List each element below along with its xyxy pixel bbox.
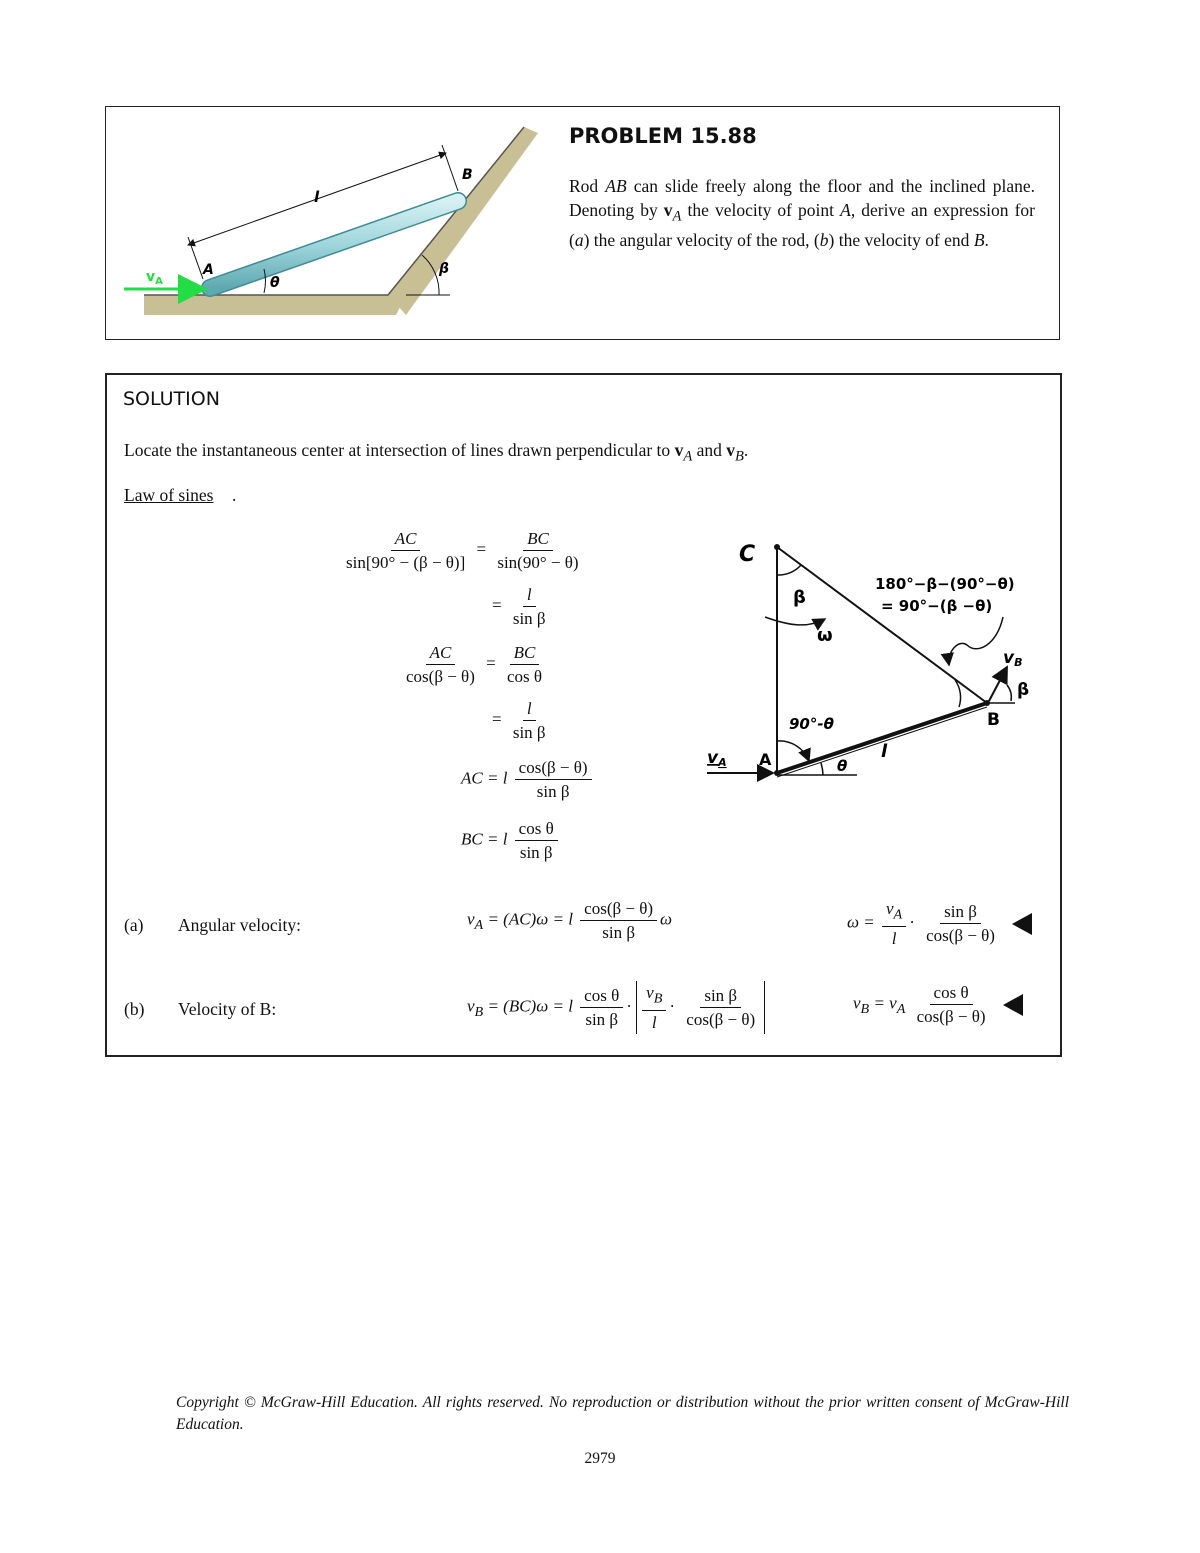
part-a-title: Angular velocity: <box>178 915 301 935</box>
figure-label-va: $v_A$ <box>146 269 163 287</box>
solution-intro: Locate the instantaneous center at intersection of lines drawn perpendicular to $v_A$ and $v_B$. <box>124 440 749 465</box>
sketch-angle-note-2: = 90°−(β −θ) <box>881 597 993 615</box>
sketch-label-90-theta: 90°-θ <box>789 715 834 733</box>
part-b-equation: $v_B = (BC)\omega = l$ $\frac{\text{cos θ}}{\text{sin β}}$ · $\frac{v_B}{l}$ · $\frac{\text{sin β}}{\cos(\beta - \theta)}$ <box>467 981 765 1034</box>
sketch-angle-note-1: 180°−β−(90°−θ) <box>875 575 1015 593</box>
figure-label-beta: β <box>439 261 450 277</box>
sketch-label-va: vA <box>707 748 727 769</box>
law-of-sines-heading: Law of sines <box>124 485 214 505</box>
figure-label-theta: θ <box>270 275 280 291</box>
sketch-label-theta: θ <box>837 757 848 775</box>
figure-label-a: A <box>203 262 214 278</box>
part-a-result: ω = $\frac{v_A}{l}$ · $\frac{\text{sin β}}{\cos(\beta - \theta)}$ <box>847 897 1032 950</box>
sketch-label-a: A <box>759 750 772 769</box>
law-end: . <box>232 485 237 505</box>
figure-label-l: l <box>314 188 320 206</box>
sketch-label-c: C <box>739 542 756 567</box>
sketch-label-l: l <box>881 741 888 762</box>
floor <box>144 295 406 315</box>
solution-title: SOLUTION <box>123 388 220 410</box>
problem-statement: Rod AB can slide freely along the floor and the inclined plane. Denoting by $v_A$ the velocity of point A, derive an expression for (a) the angular velocity of the rod, (b) the velocity of end B. <box>569 176 1035 250</box>
part-b-result: $v_B = v_A$ $\frac{\text{cos θ}}{\cos(\beta - \theta)}$ <box>853 981 1023 1028</box>
part-a-equation: $v_A = (AC)\omega = l$ $\frac{\cos(\beta - \theta)}{\text{sin β}}$ ω <box>467 899 673 942</box>
answer-marker-b <box>1003 994 1023 1016</box>
answer-marker-a <box>1012 913 1032 935</box>
problem-box <box>105 106 1060 340</box>
sketch-rod <box>777 703 987 773</box>
equation-3: $\frac{AC}{\cos(\beta - \theta)}$ = $\frac{BC}{\text{cos θ}}$ <box>406 643 543 686</box>
sketch-label-beta-c: β <box>793 587 806 608</box>
equation-6: BC = l $\frac{\text{cos θ}}{\text{sin β}}$ <box>461 817 561 864</box>
solution-sketch <box>697 535 1057 795</box>
sketch-label-omega: ω <box>817 625 833 646</box>
equation-2: = $\frac{l}{\text{sin β}}$ <box>492 585 546 628</box>
figure-label-b: B <box>462 167 473 183</box>
copyright-notice: Copyright © McGraw-Hill Education. All rights reserved. No reproduction or distribution without the prior written consent of McGraw-Hill Education. <box>176 1394 1069 1433</box>
part-b-title: Velocity of B: <box>178 999 277 1019</box>
page-number: 2979 <box>584 1450 616 1467</box>
part-a-label: (a) <box>124 915 144 935</box>
equation-1: $\frac{AC}{\sin[90^\circ - (\beta - \theta)]}$ = $\frac{BC}{\sin(90^\circ - \theta)}$ <box>346 529 579 572</box>
sketch-vb-arrow <box>989 667 1007 701</box>
equation-5: AC = l $\frac{\cos(\beta - \theta)}{\text{sin β}}$ <box>461 756 595 803</box>
problem-figure <box>106 107 546 332</box>
problem-title: PROBLEM 15.88 <box>569 124 757 148</box>
part-b-label: (b) <box>124 999 145 1019</box>
equation-4: = $\frac{l}{\text{sin β}}$ <box>492 699 546 742</box>
solution-box <box>105 373 1062 1057</box>
sketch-label-beta-b: β <box>1017 680 1030 700</box>
sketch-label-b: B <box>987 710 1000 730</box>
sketch-label-vb: vB <box>1003 648 1023 669</box>
